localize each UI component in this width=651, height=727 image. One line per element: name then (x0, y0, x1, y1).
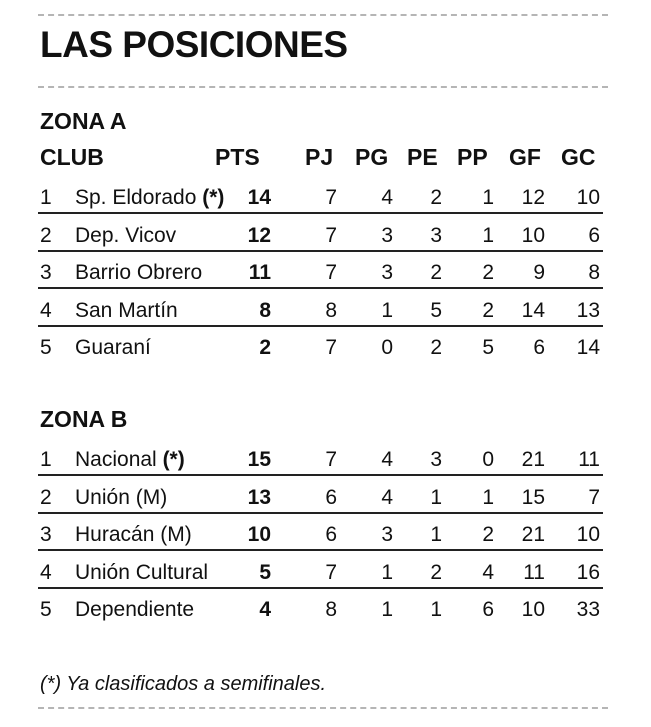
cell-pts: 10 (247, 523, 271, 546)
cell-club (75, 449, 185, 470)
cell-pp: 1 (482, 186, 494, 209)
club-name: Huracán (M) (75, 523, 192, 546)
cell-pg: 3 (381, 223, 393, 247)
header-pg: PG (355, 144, 389, 170)
cell-gf: 11 (523, 560, 545, 584)
cell-pts: 4 (259, 598, 271, 621)
cell-pp: 2 (482, 523, 494, 546)
club-name: San Martín (75, 298, 178, 322)
table-row (38, 512, 603, 551)
cell-pg: 3 (381, 523, 393, 546)
bottom-divider (38, 707, 608, 709)
cell-pos: 5 (40, 336, 52, 359)
cell-club (75, 187, 224, 208)
cell-gf: 15 (521, 485, 545, 509)
cell-club (75, 262, 202, 283)
club-name: Barrio Obrero (75, 261, 203, 284)
club-name: Sp. Eldorado (75, 186, 197, 209)
cell-gf: 6 (533, 336, 545, 359)
cell-pj: 7 (325, 336, 337, 359)
header-gc: GC (561, 144, 596, 170)
cell-gf: 10 (521, 223, 545, 247)
club-name: Unión Cultural (75, 560, 209, 584)
cell-gf: 12 (521, 186, 545, 209)
cell-pts: 2 (259, 336, 271, 359)
cell-pj: 8 (325, 598, 337, 621)
cell-pe: 3 (430, 223, 442, 247)
zone-a-heading: ZONA A (40, 108, 127, 134)
cell-pts: 15 (247, 448, 271, 471)
cell-gf: 10 (521, 598, 545, 621)
cell-pe: 2 (430, 560, 442, 584)
header-pp: PP (457, 144, 488, 170)
cell-gc: 14 (576, 336, 600, 359)
cell-pts: 12 (247, 223, 271, 247)
cell-pg: 1 (381, 298, 393, 322)
cell-pts: 5 (259, 560, 271, 584)
cell-pj: 7 (325, 448, 337, 471)
club-name: Unión (M) (75, 485, 168, 509)
cell-pos: 4 (40, 560, 52, 584)
cell-club (75, 300, 178, 321)
cell-pj: 7 (325, 560, 337, 584)
header-pts: PTS (215, 144, 260, 170)
cell-pj: 7 (325, 223, 337, 247)
table-row (38, 175, 603, 214)
cell-club (75, 337, 151, 358)
cell-club (75, 599, 194, 620)
cell-pj: 8 (325, 298, 337, 322)
club-name: Dep. Vicov (75, 223, 177, 247)
cell-pts: 11 (248, 261, 271, 284)
zone-b-heading: ZONA B (40, 406, 128, 432)
cell-pts: 8 (259, 298, 271, 322)
cell-pos: 1 (40, 186, 52, 209)
cell-pe: 2 (430, 186, 442, 209)
table-row (38, 325, 603, 362)
cell-club (75, 487, 167, 508)
top-divider (38, 14, 608, 16)
cell-pj: 7 (325, 186, 337, 209)
table-row (38, 550, 603, 589)
cell-pg: 1 (381, 598, 393, 621)
cell-pg: 0 (381, 336, 393, 359)
cell-pe: 2 (430, 261, 442, 284)
cell-pos: 2 (40, 485, 52, 509)
cell-pos: 5 (40, 598, 52, 621)
cell-pe: 3 (430, 448, 442, 471)
cell-pe: 2 (430, 336, 442, 359)
cell-club (75, 225, 176, 246)
cell-pe: 1 (430, 485, 442, 509)
table-row (38, 288, 603, 327)
cell-gc: 6 (588, 223, 600, 247)
footnote: (*) Ya clasificados a semifinales. (40, 673, 327, 695)
cell-gc: 13 (576, 298, 600, 322)
table-row (38, 587, 603, 624)
cell-pts: 14 (247, 186, 271, 209)
header-club: CLUB (40, 144, 104, 170)
header-gf: GF (509, 144, 541, 170)
cell-gf: 21 (521, 523, 545, 546)
table-row (38, 475, 603, 514)
header-pj: PJ (305, 144, 334, 170)
cell-club (75, 524, 192, 545)
cell-pp: 4 (482, 560, 494, 584)
cell-pg: 3 (381, 261, 393, 284)
cell-gc: 7 (588, 485, 600, 509)
cell-pp: 2 (482, 261, 494, 284)
title-divider (38, 86, 608, 88)
cell-pg: 4 (381, 485, 393, 509)
cell-pp: 2 (482, 298, 494, 322)
header-pe: PE (407, 144, 438, 170)
cell-gc: 8 (588, 261, 600, 284)
cell-gc: 10 (576, 186, 600, 209)
cell-pp: 6 (482, 598, 494, 621)
cell-pg: 4 (381, 186, 393, 209)
cell-pos: 1 (40, 448, 52, 471)
cell-gc: 11 (578, 448, 600, 471)
cell-pe: 1 (430, 523, 442, 546)
cell-pp: 1 (482, 485, 494, 509)
cell-pos: 3 (40, 261, 52, 284)
qualified-mark: (*) (202, 186, 225, 209)
cell-pg: 1 (381, 560, 393, 584)
cell-gc: 16 (576, 560, 600, 584)
club-name: Dependiente (75, 598, 195, 621)
cell-pos: 4 (40, 298, 52, 322)
table-row (38, 437, 603, 476)
cell-club (75, 562, 208, 583)
cell-pp: 1 (482, 223, 494, 247)
qualified-mark: (*) (162, 448, 185, 471)
cell-pos: 2 (40, 223, 52, 247)
cell-gc: 10 (576, 523, 600, 546)
cell-gf: 9 (533, 261, 545, 284)
cell-pts: 13 (247, 485, 271, 509)
cell-pg: 4 (381, 448, 393, 471)
cell-pp: 5 (482, 336, 494, 359)
club-name: Guaraní (75, 336, 151, 359)
cell-pp: 0 (482, 448, 494, 471)
cell-pe: 1 (430, 598, 442, 621)
club-name: Nacional (75, 448, 157, 471)
cell-pj: 7 (325, 261, 337, 284)
table-row (38, 250, 603, 289)
cell-gf: 14 (521, 298, 545, 322)
cell-gc: 33 (576, 598, 600, 621)
cell-pe: 5 (430, 298, 442, 322)
cell-pos: 3 (40, 523, 52, 546)
cell-pj: 6 (325, 523, 337, 546)
cell-pj: 6 (325, 485, 337, 509)
table-row (38, 213, 603, 252)
cell-gf: 21 (521, 448, 545, 471)
page-title: LAS POSICIONES (40, 24, 348, 65)
